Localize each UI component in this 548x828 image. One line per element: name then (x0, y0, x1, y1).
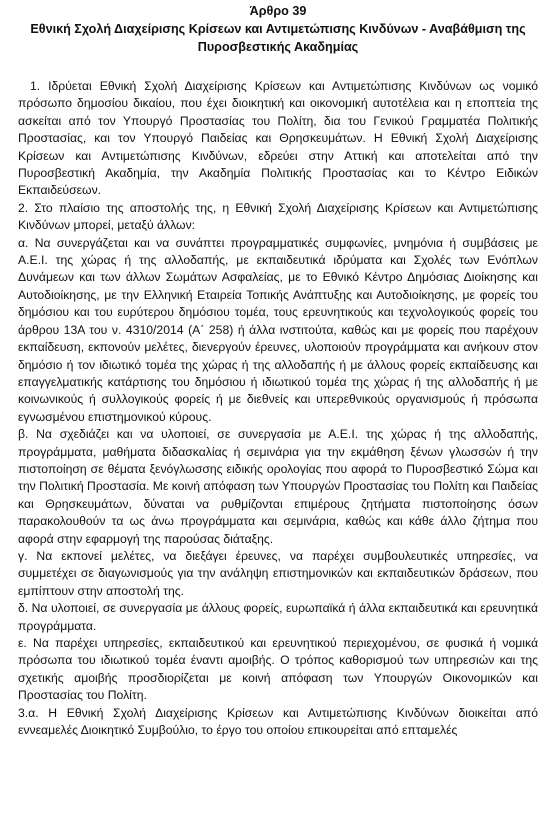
paragraph-2c: γ. Να εκπονεί μελέτες, να διεξάγει έρευνες, να παρέχει συμβουλευτικές υπηρεσίες, να συμμετέχει σε διαγωνισμούς για την ανάληψη επιστημονικών και εκπαιδευτικών δράσεων, που εμπίπτουν στην αποστολή της. (18, 548, 538, 598)
spacer (18, 56, 538, 78)
article-number: Άρθρο 39 (249, 4, 307, 18)
article-title-line-1: Εθνική Σχολή Διαχείρισης Κρίσεων και Αντιμετώπισης Κινδύνων - Αναβάθμιση της (30, 22, 526, 36)
paragraph-2d: δ. Να υλοποιεί, σε συνεργασία με άλλους φορείς, ευρωπαϊκά ή άλλα εκπαιδευτικά και ερευνητικά προγράμματα. (18, 601, 538, 633)
article-title-line-2: Πυροσβεστικής Ακαδημίας (197, 40, 359, 54)
paragraph-2: 2. Στο πλαίσιο της αποστολής της, η Εθνική Σχολή Διαχείρισης Κρίσεων και Αντιμετώπισης Κινδύνων μπορεί, μεταξύ άλλων: (18, 200, 538, 233)
paragraph-2e: ε. Να παρέχει υπηρεσίες, εκπαιδευτικού και ερευνητικού περιεχομένου, σε φυσικά ή νομικά πρόσωπα του ιδιωτικού τομέα έναντι αμοιβής. Ο τρόπος καθορισμού των υπηρεσιών και της σχετικής αμοιβής προσδιορίζεται με κοινή απόφαση των Υπουργών Οικονομικών και Προστασίας του Πολίτη. (18, 636, 538, 703)
paragraph-3a: 3.α. Η Εθνική Σχολή Διαχείρισης Κρίσεων και Αντιμετώπισης Κινδύνων διοικείται από εννεαμελές Διοικητικό Συμβούλιο, το έργο του οποίου επικουρείται από επταμελές (18, 705, 538, 738)
paragraph-1: 1. Ιδρύεται Εθνική Σχολή Διαχείρισης Κρίσεων και Αντιμετώπισης Κινδύνων ως νομικό πρόσωπο δημοσίου δικαίου, που έχει διοικητική και οικονομική αυτοτέλεια και η εποπτεία της ασκείται από τον Υπουργό Προστασίας του Πολίτη, δια του Γενικού Γραμματέα Πολιτικής Προστασίας, και τον Υπουργό Παιδείας και Θρησκευμάτων. Η Εθνική Σχολή Διαχείρισης Κρίσεων και Αντιμετώπισης Κινδύνων, εδρεύει στην Αττική και αποτελείται από την Πυροσβεστική Ακαδημία, την Ακαδημία Πολιτικής Προστασίας και το Κέντρο Ειδικών Εκπαιδεύσεων. (18, 79, 538, 198)
paragraph-2a: α. Να συνεργάζεται και να συνάπτει προγραμματικές συμφωνίες, μνημόνια ή συμβάσεις με Α.Ε.Ι. της χώρας ή της αλλοδαπής, με εκπαιδευτικά ιδρύματα και Σχολές των Ενόπλων Δυνάμεων και των άλλων Σωμάτων Ασφαλείας, με το Εθνικό Κέντρο Δημόσιας Διοίκησης και Αυτοδιοίκησης, με την Ελληνική Εταιρεία Τοπικής Ανάπτυξης και Αυτοδιοίκησης, με φορείς του δημόσιου και του ευρύτερου δημόσιου τομέα, τους ερευνητικούς και τεχνολογικούς φορείς του άρθρου 13Α του ν. 4310/2014 (Α΄ 258) ή άλλα ινστιτούτα, καθώς και με φορείς που παρέχουν εκπαίδευση, εκπονούν μελέτες, διενεργούν έρευνες, υλοποιούν προγράμματα και ανήκουν στον δημόσιο ή τον ιδιωτικό τομέα της χώρας ή της αλλοδαπής ή με άλλους φορείς εκπαίδευσης και επαγγελματικής κατάρτισης του δημόσιου ή ιδιωτικού τομέα της χώρας ή της αλλοδαπής ή με κοινωνικούς ή συλλογικούς φορείς ή με διεθνείς και υπερεθνικούς οργανισμούς ή πρόσωπα εγνωσμένου επιστημονικού κύρους. (18, 235, 538, 424)
paragraph-2b: β. Να σχεδιάζει και να υλοποιεί, σε συνεργασία με Α.Ε.Ι. της χώρας ή της αλλοδαπής, προγράμματα, μαθήματα διδασκαλίας ή σεμινάρια για την εκμάθηση ξένων γλωσσών ή την πιστοποίηση σε θέματα ξενόγλωσσης ειδικής ορολογίας που αφορά το Πυροσβεστικό Σώμα και την Πολιτική Προστασία. Με κοινή απόφαση των Υπουργών Προστασίας του Πολίτη και Παιδείας και Θρησκευμάτων, δύναται να ρυθμίζονται επιμέρους ζητήματα πιστοποίησης όσων παρακολουθούν τα ως άνω προγράμματα και σεμινάρια, καθώς και κάθε άλλο ζήτημα που αφορά στην εφαρμογή της παρούσας διάταξης. (18, 427, 538, 546)
